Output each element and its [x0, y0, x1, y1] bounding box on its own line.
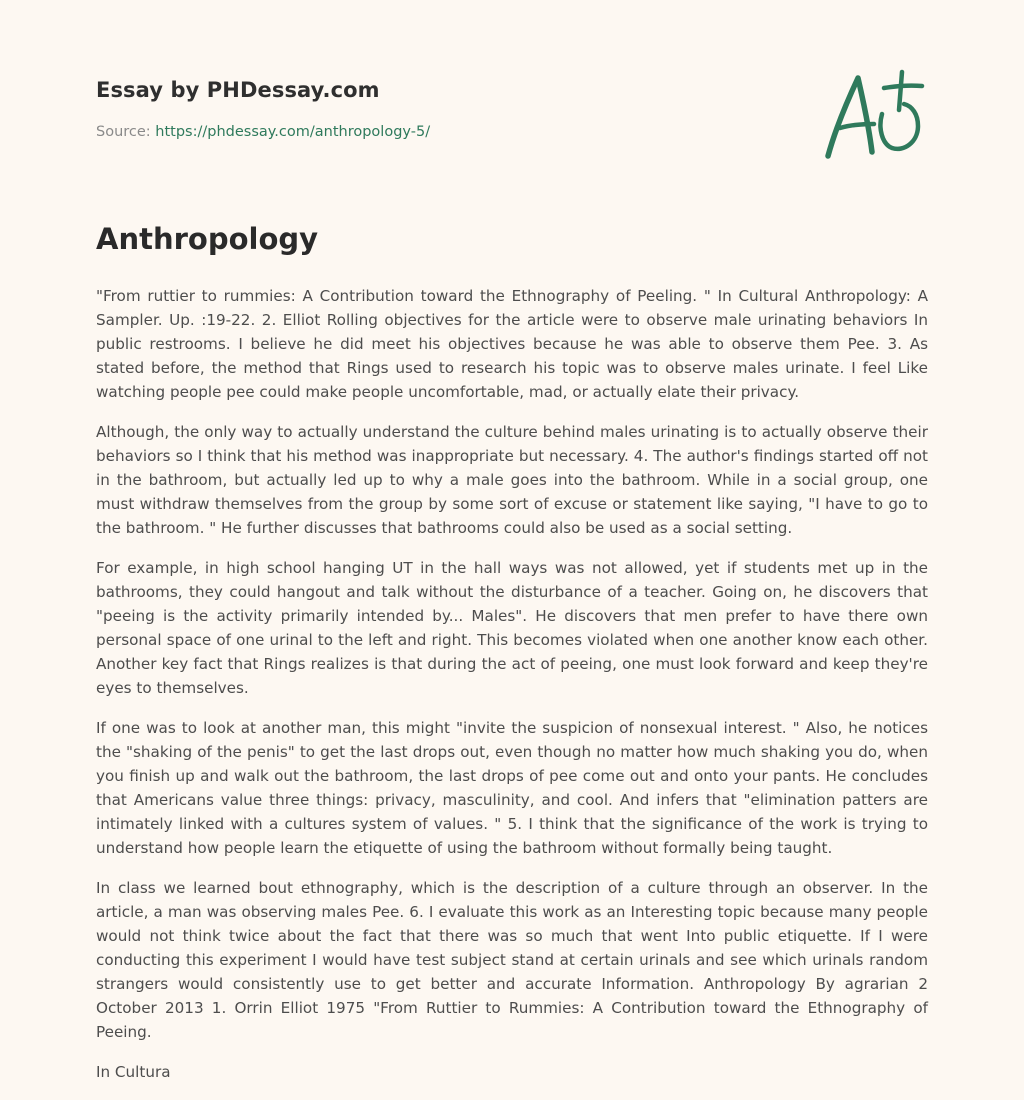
- source-link[interactable]: https://phdessay.com/anthropology-5/: [155, 124, 431, 140]
- essay-paragraph-truncated: In Cultura: [96, 1063, 171, 1081]
- essay-paragraph: If one was to look at another man, this might "invite the suspicion of nonsexual interest. " Also, he notices the "shaking of the penis" to get the last drops out, even though no matter how much shaking you do, when you finish up and walk out the bathroom, the last drops of pee come out and onto your pants. He concludes that Americans value three things: privacy, masculinity, and cool. And infers that "elimination patters are intimately linked with a cultures system of values. " 5. I think that the significance of the work is trying to understand how people learn the etiquette of using the bathroom without formally being taught.: [96, 719, 928, 857]
- essay-header: [96, 74, 928, 184]
- a-plus-logo-icon: [822, 68, 926, 164]
- essay-paragraph: Although, the only way to actually understand the culture behind males urinating is to actually observe their behaviors so I think that his method was inappropriate but necessary. 4. The author's findings started off not in the bathroom, but actually led up to why a male goes into the bathroom. While in a social group, one must withdraw themselves from the group by some sort of excuse or statement like saying, "I have to go to the bathroom. " He further discusses that bathrooms could also be used as a social setting.: [96, 423, 928, 537]
- site-brand: Essay by PHDessay.com: [96, 78, 380, 102]
- essay-title: Anthropology: [96, 222, 319, 256]
- source-label: Source:: [96, 124, 156, 140]
- essay-body: [96, 284, 928, 1100]
- essay-paragraph: In class we learned bout ethnography, which is the description of a culture through an observer. In the article, a man was observing males Pee. 6. I evaluate this work as an Interesting topic because many people would not think twice about the fact that there was so much that went Into public etiquette. If I were conducting this experiment I would have test subject stand at certain urinals and see which urinals random strangers would consistently use to get better and accurate Information. Anthropology By agrarian 2 October 2013 1. Orrin Elliot 1975 "From Ruttier to Rummies: A Contribution toward the Ethnography of Peeing.: [96, 879, 928, 1041]
- source-line: [96, 124, 430, 140]
- essay-paragraph: "From ruttier to rummies: A Contribution toward the Ethnography of Peeling. " In Cultural Anthropology: A Sampler. Up. :19-22. 2. Elliot Rolling objectives for the article were to observe male urinating behaviors In public restrooms. I believe he did meet his objectives because he was able to observe them Pee. 3. As stated before, the method that Rings used to research his topic was to observe males urinate. I feel Like watching people pee could make people uncomfortable, mad, or actually elate their privacy.: [96, 287, 928, 401]
- essay-paragraph: For example, in high school hanging UT in the hall ways was not allowed, yet if students met up in the bathrooms, they could hangout and talk without the disturbance of a teacher. Going on, he discovers that "peeing is the activity primarily intended by... Males". He discovers that men prefer to have there own personal space of one urinal to the left and right. This becomes violated when one another know each other. Another key fact that Rings realizes is that during the act of peeing, one must look forward and keep they're eyes to themselves.: [96, 559, 928, 697]
